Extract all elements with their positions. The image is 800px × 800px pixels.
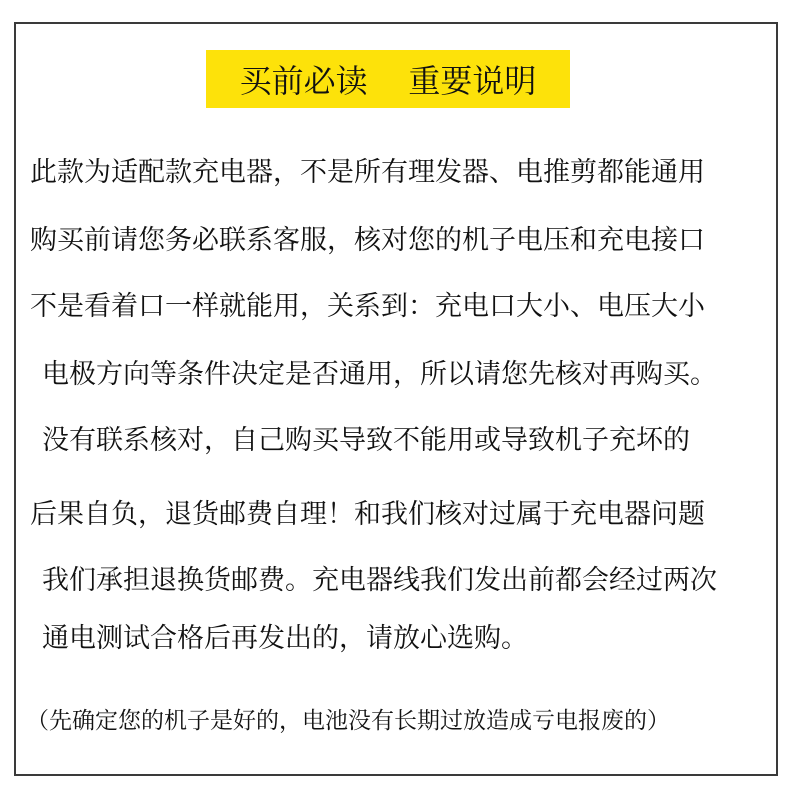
notice-line-5: 没有联系核对，自己购买导致不能用或导致机子充坏的 — [42, 425, 690, 456]
notice-line-3: 不是看着口一样就能用，关系到：充电口大小、电压大小 — [30, 291, 705, 322]
notice-line-7: 我们承担退换货邮费。充电器线我们发出前都会经过两次 — [42, 565, 717, 596]
notice-line-4: 电极方向等条件决定是否通用，所以请您先核对再购买。 — [42, 359, 717, 390]
notice-footnote: （先确定您的机子是好的，电池没有长期过放造成亏电报废的） — [26, 708, 670, 734]
notice-line-8: 通电测试合格后再发出的，请放心选购。 — [42, 623, 528, 654]
notice-line-6: 后果自负，退货邮费自理！和我们核对过属于充电器问题 — [30, 499, 705, 530]
notice-title: 买前必读 重要说明 — [239, 62, 537, 100]
title-banner — [206, 50, 570, 108]
notice-frame — [14, 22, 778, 776]
notice-line-2: 购买前请您务必联系客服，核对您的机子电压和充电接口 — [30, 225, 705, 256]
notice-line-1: 此款为适配款充电器，不是所有理发器、电推剪都能通用 — [30, 157, 705, 188]
